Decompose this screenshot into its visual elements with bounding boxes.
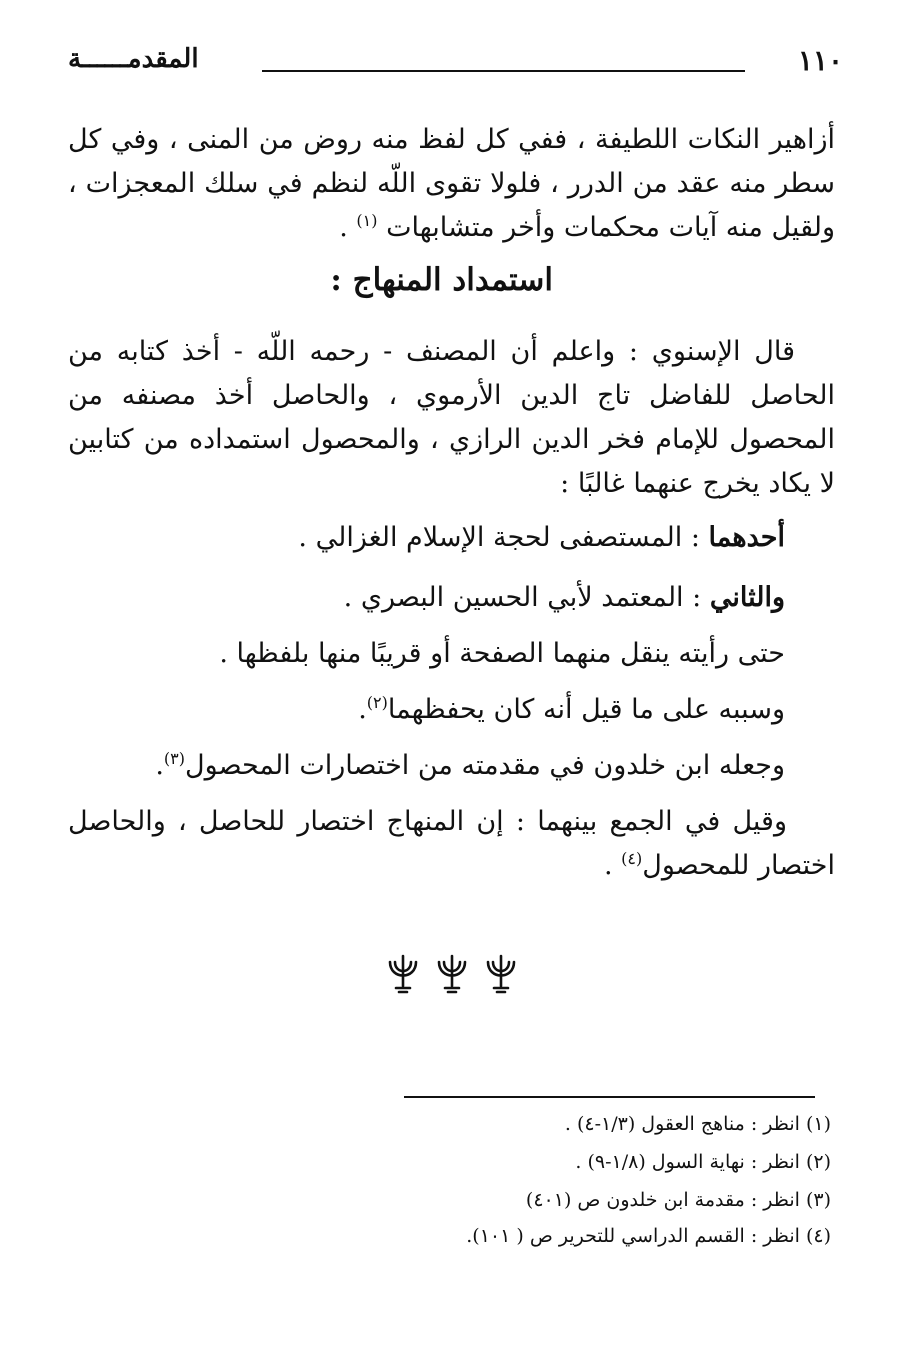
running-title: المقدمــــــة [68,44,199,74]
isnawi-paragraph: قال الإسنوي : واعلم أن المصنف - رحمه اللّه - أخذ كتابه من الحاصل للفاضل تاج الدين الأرموي ، والحاصل أخذ مصنفه من المحصول للإمام فخر الدين الرازي ، والمحصول استمداده من كتابين لا يكاد يخرج عنهما غالبًا : [68,336,835,499]
section-heading: استمداد المنهاج : [330,262,553,298]
second-source-line [344,576,785,620]
quote-line: حتى رأيته ينقل منهما الصفحة أو قريبًا منها بلفظها . [219,638,785,669]
first-source-text: : المستصفى لحجة الإسلام الغزالي . [298,522,709,553]
footnote-ref-1[interactable]: (١) [356,211,378,230]
intro-paragraph-end: . [339,212,357,243]
first-source-label: أحدهما [708,522,785,553]
fleuron-ornament-icon [382,950,522,1000]
footnote-ref-4[interactable]: (٤) [621,849,643,868]
memorize-line-end: . [358,694,367,725]
footnote-2: (٢) انظر : نهاية السول (١/٨-٩) . [575,1151,831,1173]
footnote-4: (٤) انظر : القسم الدراسي للتحرير ص ( ١٠١). [466,1225,831,1247]
header-rule [262,70,745,72]
memorize-line [358,688,785,732]
footnote-ref-3[interactable]: (٣) [163,749,186,768]
fleuron-icon [390,956,416,992]
khaldun-line-end: . [155,750,164,781]
second-source-text: : المعتمد لأبي الحسين البصري . [343,582,710,613]
fleuron-icon [488,956,514,992]
fleuron-icon [439,956,465,992]
intro-paragraph [68,118,835,250]
final-paragraph [68,800,835,888]
footnote-rule [404,1096,815,1098]
khaldun-line [155,744,785,788]
first-source-line [298,516,785,560]
footnote-ref-2[interactable]: (٢) [366,693,388,712]
page-number: ١١٠ [797,44,843,77]
final-paragraph-text: وقيل في الجمع بينهما : إن المنهاج اختصار للحاصل ، والحاصل اختصار للمحصول [68,806,835,881]
final-paragraph-end: . [603,850,622,881]
intro-paragraph-text: أزاهير النكات اللطيفة ، ففي كل لفظ منه روض من المنى ، وفي كل سطر منه عقد من الدرر ، فلولا تقوى اللّه لنظم في سلك المعجزات ، ولقيل منه آيات محكمات وأخر متشابهات [68,124,835,243]
khaldun-line-text: وجعله ابن خلدون في مقدمته من اختصارات المحصول [185,750,785,781]
footnote-3: (٣) انظر : مقدمة ابن خلدون ص (٤٠١) [525,1189,831,1211]
memorize-line-text: وسببه على ما قيل أنه كان يحفظهما [387,694,785,725]
footnote-1: (١) انظر : مناهج العقول (١/٣-٤) . [564,1113,831,1135]
second-source-label: والثاني [709,582,785,613]
